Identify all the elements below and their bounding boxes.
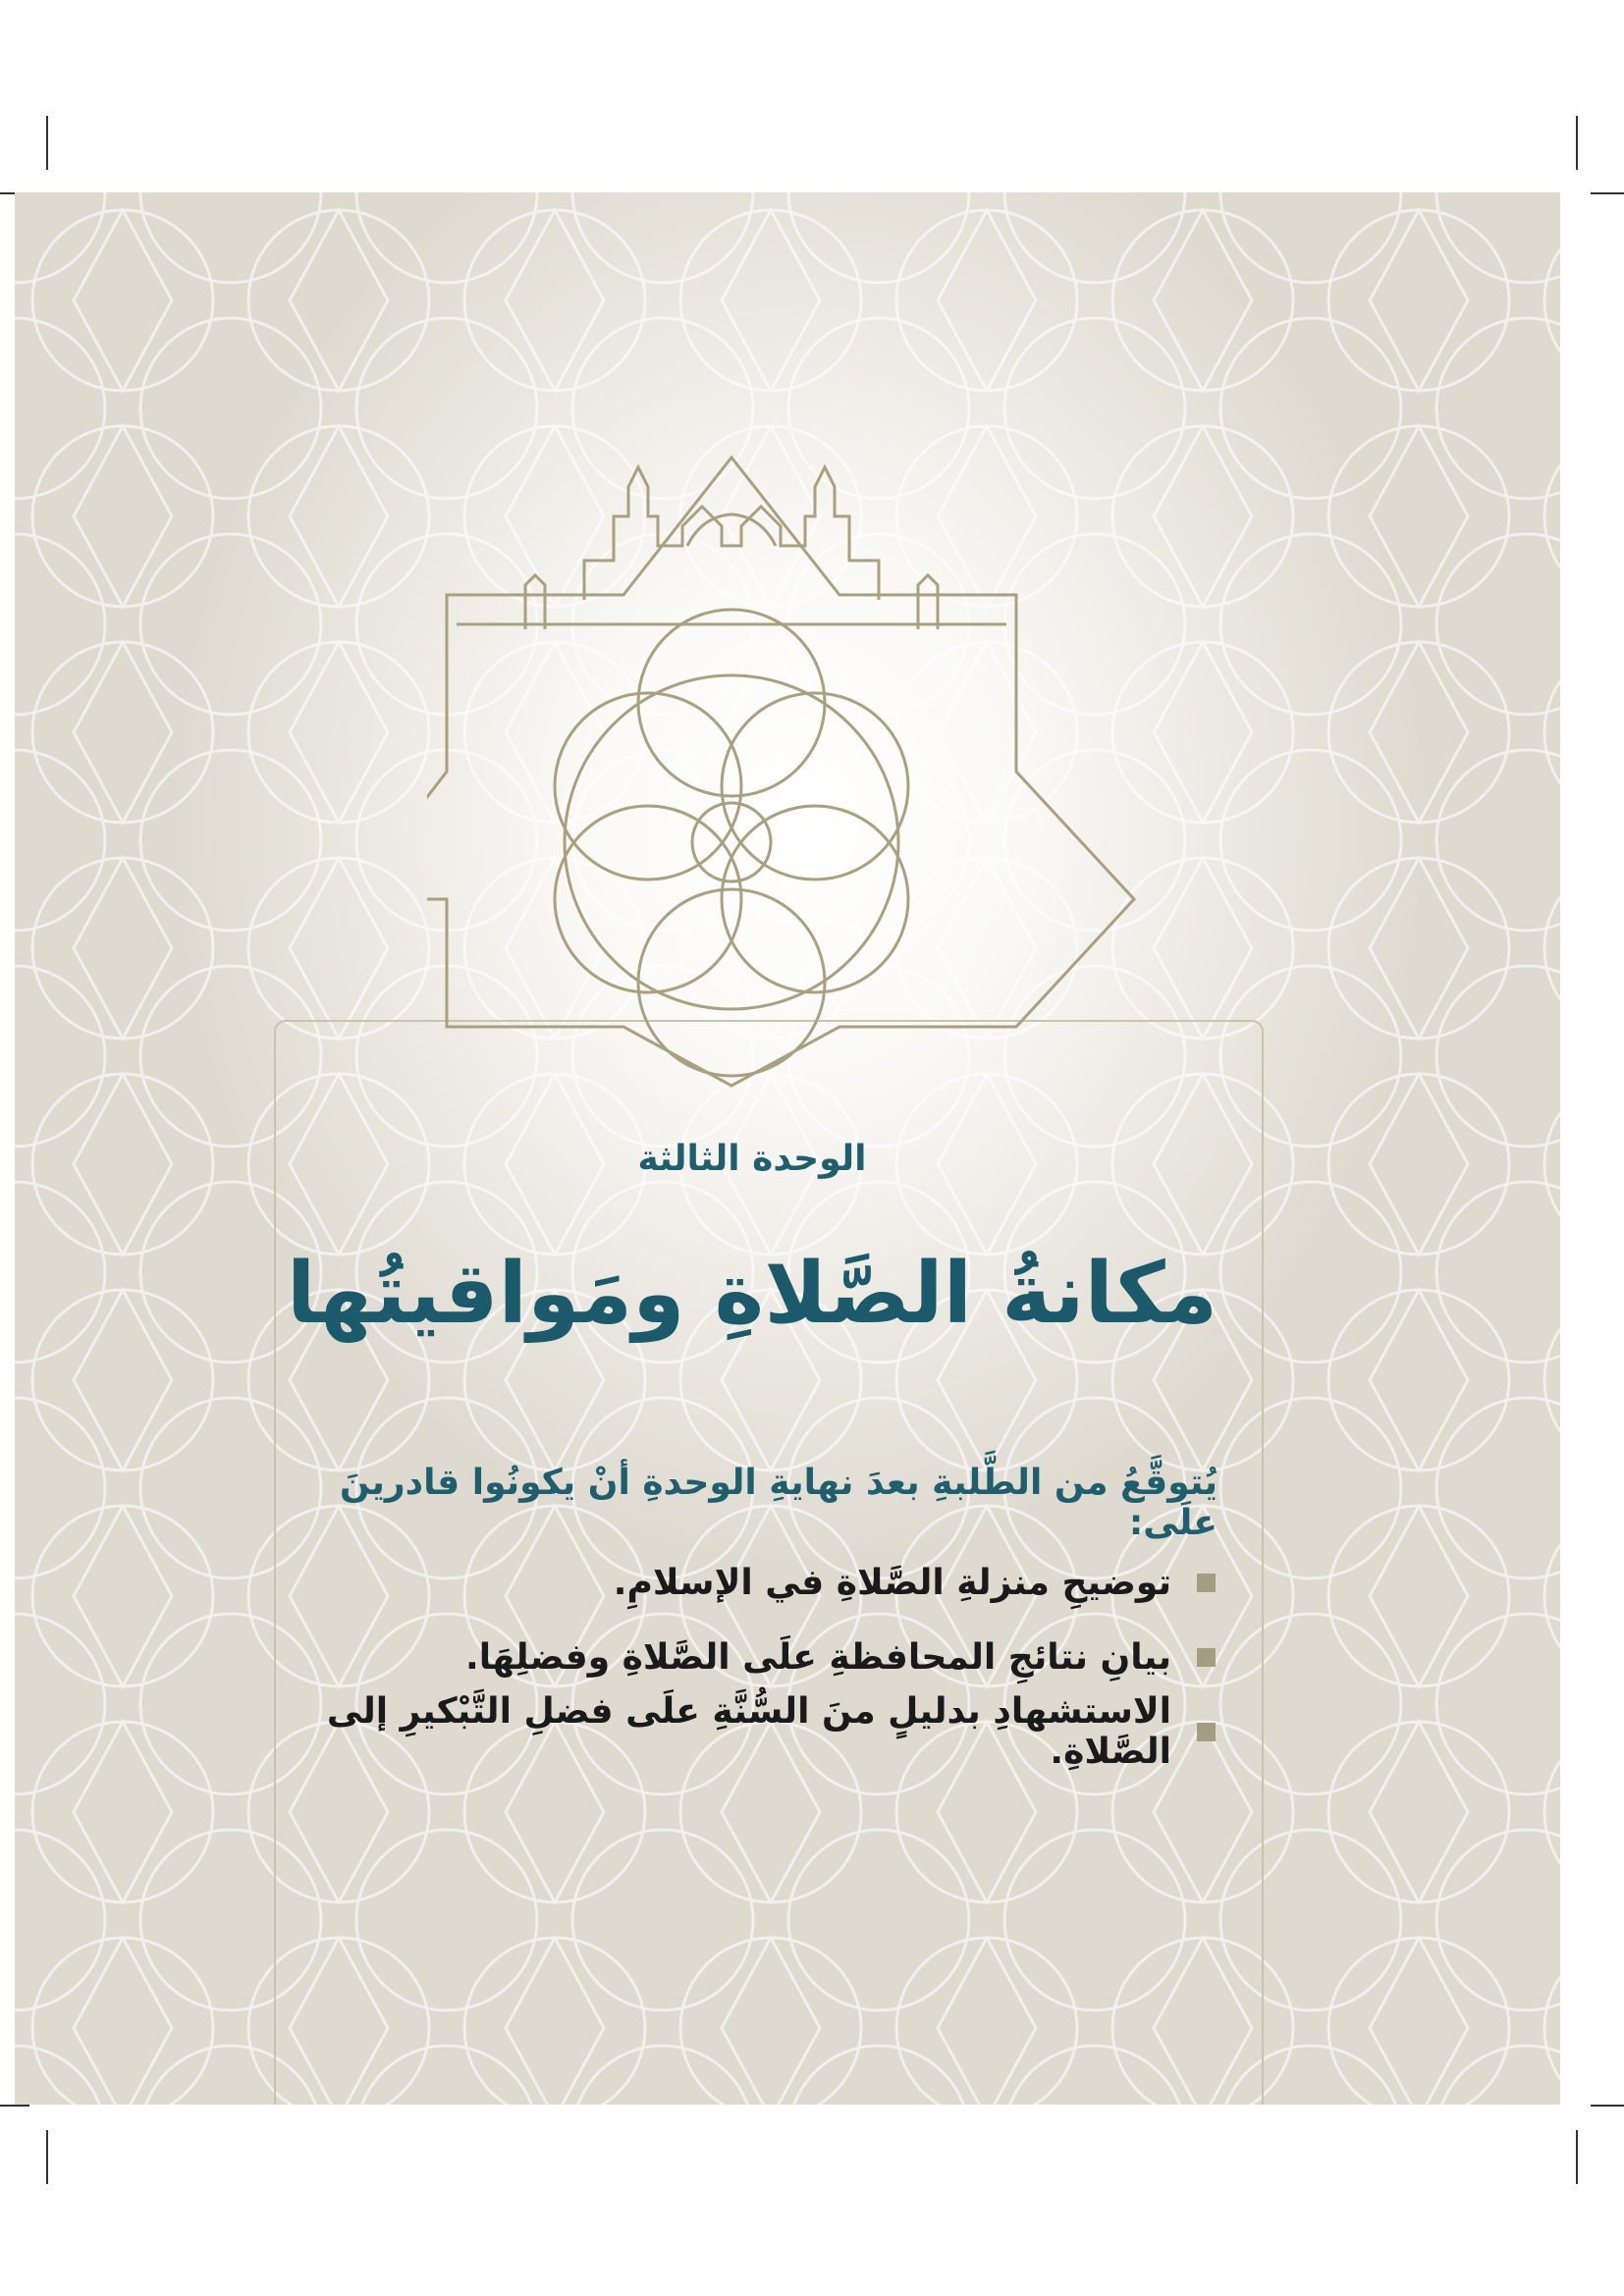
- crop-mark: [1591, 2105, 1624, 2107]
- unit-label: الوحدة الثالثة: [637, 1139, 867, 1179]
- objective-item: [285, 1626, 1216, 1688]
- square-bullet-icon: [1197, 1574, 1216, 1592]
- crop-mark: [46, 2130, 48, 2184]
- objective-item: [285, 1551, 1216, 1614]
- objective-item: [285, 1691, 1216, 1772]
- crop-mark: [1576, 2130, 1578, 2184]
- crop-mark: [1576, 116, 1578, 170]
- objectives-list: [285, 1551, 1216, 1775]
- crop-mark: [1591, 192, 1624, 194]
- objectives-intro: يُتوقَّعُ من الطَّلبةِ بعدَ نهايةِ الوحدةِ أنْ يكونُوا قادرينَ علَى:: [340, 1463, 1218, 1543]
- square-bullet-icon: [1197, 1648, 1216, 1667]
- mosque-star-emblem: [427, 291, 1144, 1272]
- objective-text: بيانِ نتائجِ المحافظةِ علَى الصَّلاةِ وفضلِهَا.: [465, 1636, 1171, 1678]
- objective-text: الاستشهادِ بدليلٍ منَ السُّنَّةِ علَى فضلِ التَّبْكيرِ إلى الصَّلاةِ.: [326, 1691, 1171, 1772]
- crop-mark: [0, 2105, 29, 2107]
- square-bullet-icon: [1197, 1723, 1216, 1741]
- unit-title: مكانةُ الصَّلاةِ ومَواقيتُها: [286, 1245, 1218, 1343]
- objective-text: توضيحِ منزلةِ الصَّلاةِ في الإسلامِ.: [613, 1562, 1171, 1603]
- crop-mark: [46, 116, 48, 170]
